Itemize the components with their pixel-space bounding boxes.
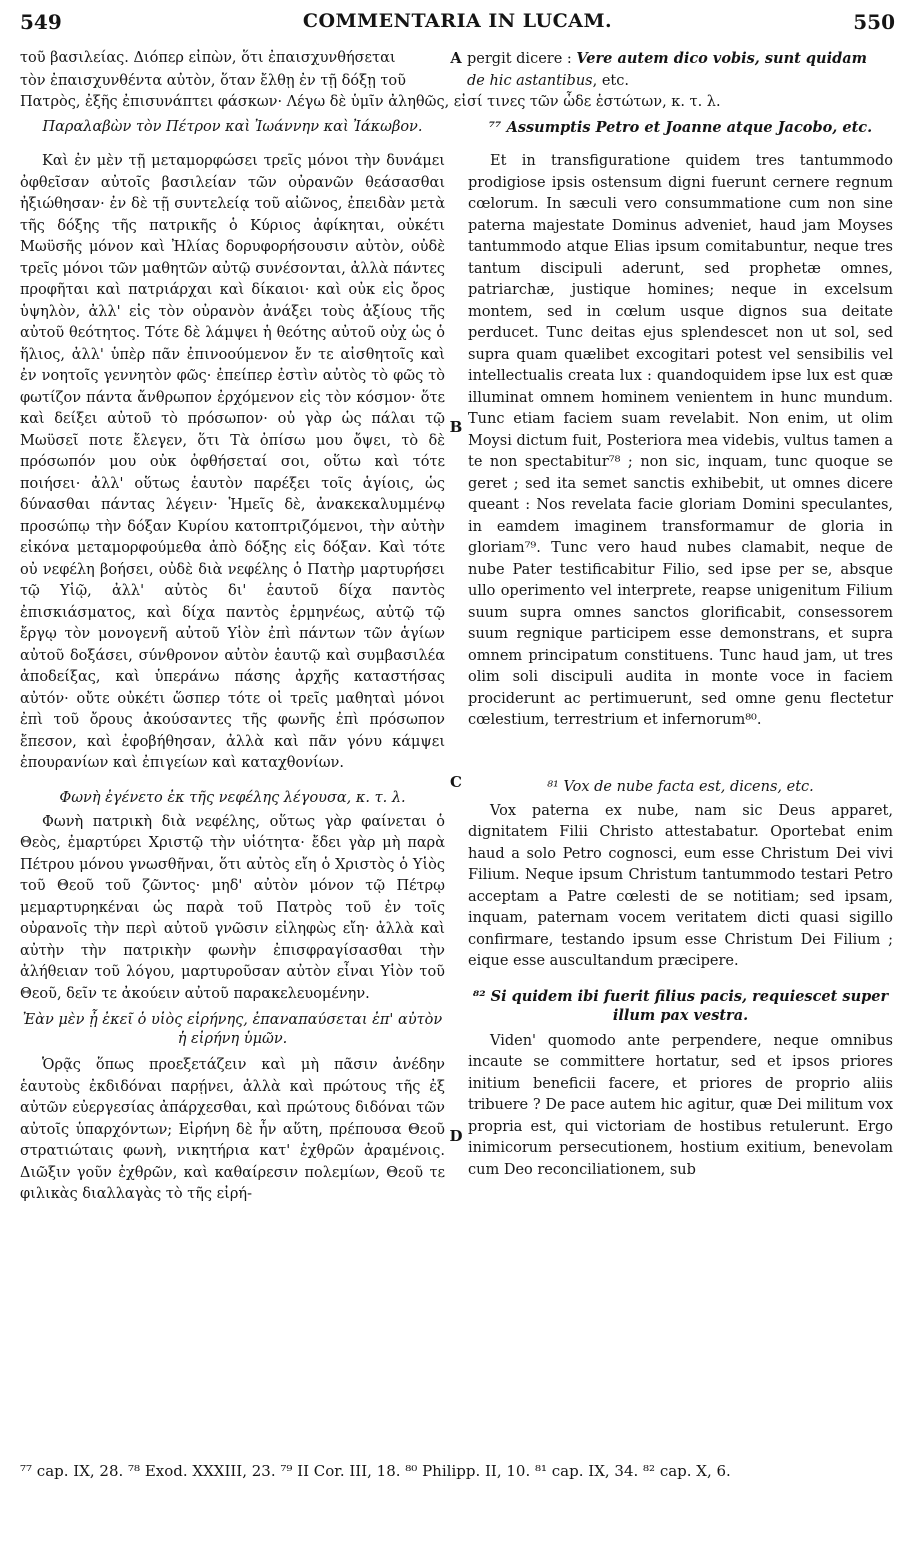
greek-paragraph-1: Καὶ ἐν μὲν τῇ μεταμορφώσει τρεῖς μόνοι τὴν δυνάμει ὀφθεῖσαν αὐτοῖς βασιλείαν τῶν οὐρανῶν θεάσασθαι ἠξιώθησαν· ἐν δὲ τῇ συντελείᾳ τοῦ αἰῶνος, ἐπειδὰν μετὰ τῆς δόξης τῆς πατρικῆς ὁ Κύριος ἀφίκηται, οὐκέτι Μωϋσῆς μόνον καὶ Ἠλίας δορυφορήσουσιν αὐτὸν, οὐδὲ τρεῖς μόνοι τῶν μαθητῶν αὐτῷ συνέσονται, ἀλλὰ πάντες προφῆται καὶ πατριάρχαι καὶ δίκαιοι· καὶ οὐκ εἰς ὄρος ὑψηλὸν, ἀλλ' εἰς τὸν οὐρανὸν ἀνάξει τοὺς ἀξίους τῆς αὐτοῦ θεότητος. Τότε δὲ λάμψει ἡ θεότης αὐτοῦ οὐχ ὡς ὁ ἥλιος, ἀλλ' ὑπὲρ πᾶν ἐπινοούμενον ἔν τε αἰσθητοῖς καὶ ἐν νοητοῖς γεννητὸν φῶς· ἐπείπερ ἐστὶν αὐτὸς τὸ φῶς τὸ φωτίζον πάντα ἄνθρωπον ἐρχόμενον εἰς τὸν κόσμον· ὅτε καὶ δείξει αὐτοῦ τὸ πρόσωπον· οὐ γὰρ ὡς πάλαι τῷ Μωϋσεῖ ποτε ἔλεγεν, ὅτι Τὰ ὀπίσω μου ὄψει, τὸ δὲ πρόσωπόν μου οὐκ ὀφθήσεταί σοι, οὕτω καὶ τότε ποιήσει· ἀλλ' οὕτως ἑαυτὸν παρέξει τοῖς ἁγίοις, ὡς δύνασθαι πάντας λέγειν· Ἡμεῖς δὲ, ἀνακεκαλυμμένῳ προσώπῳ τὴν δόξαν Κυρίου κατοπτριζόμενοι, τὴν αὐτὴν εἰκόνα μεταμορφούμεθα ἀπὸ δόξης εἰς δόξαν. Καὶ τότε οὐ νεφέλη βοήσει, οὐδὲ διὰ νεφέλης ὁ Πατὴρ μαρτυρήσει τῷ Υἱῷ, ἀλλ' αὐτὸς δι' ἑαυτοῦ δίχα παντὸς ἐπισκιάσματος, καὶ δίχα παντὸς ἑρμηνέως, αὐτῷ τῷ ἔργῳ τὸν μονογενῆ αὐτοῦ Υἱὸν ἐπὶ πάντων τῶν ἁγίων αὐτοῦ δοξάσει, σύνθρονον αὐτὸν ἑαυτῷ καὶ συμβασιλέα ἀποδείξας, καὶ ὑπεράνω πάσης ἀρχῆς καταστήσας αὐτόν· οὔτε οὐκέτι ὥσπερ τότε οἱ τρεῖς μαθηταὶ μόνοι ἐπὶ τοῦ ὄρους ἀκούσαντες τῆς φωνῆς ἐπὶ πρόσωπον ἔπεσον, καὶ ἐφοβήθησαν, ἀλλὰ καὶ πᾶν γόνυ κάμψει ἐπουρανίων καὶ ἐπιγείων καὶ καταχθονίων. [20, 153, 445, 771]
running-title: COMMENTARIA IN LUCAM. [302, 10, 613, 32]
margin-marker-d: D [449, 1127, 463, 1145]
latin-paragraph-2: Vox paterna ex nube, nam sic Deus apparet, dignitatem Filii Christo attestabatur. Oportebat enim haud a solo Petro cognosci, eum esse Christum Dei vivi Filium. Neque ipsum Christum tantummodo testari Petro acceptam a Patre cœlesti de se notitiam; sed ipsam, inquam, paternam vocem veritatem dicti quasi sigillo confirmare, testando ipsum esse Christum Dei Filium ; eique esse auscultandum præcipere. [468, 802, 893, 969]
intro-latin-2 [467, 73, 629, 89]
page-number-left: 549 [20, 10, 62, 34]
greek-paragraph-3: Ὁρᾷς ὅπως προεξετάζειν καὶ μὴ πᾶσιν ἀνέδην ἑαυτοὺς ἐκδιδόναι παρῄνει, ἀλλὰ καὶ πρώτους τῆς ἐξ αὐτῶν εὐεργεσίας ἀπάρχεσθαι, καὶ πρώτους διδόναι τῶν αὐτοῖς ὑπαρχόντων; Εἰρήνη δὲ ἦν αὕτη, πρέπουσα Θεοῦ στρατιώταις φωνὴ, νικητήρια κατ' ἐχθρῶν ἀραμένοις. Διῶξιν γοῦν ἐχθρῶν, καὶ καθαίρεσιν πολεμίων, Θεοῦ τε φιλικὰς διαλλαγὰς τὸ τῆς εἰρή- [20, 1057, 445, 1202]
greek-heading-3: Ἐὰν μὲν ᾖ ἐκεῖ ὁ υἱὸς εἰρήνης, ἐπαναπαύσεται ἐπ' αὐτὸν ἡ εἰρήνη ὑμῶν. [22, 1012, 443, 1047]
intro-latin-1 [467, 51, 867, 67]
page-number-right: 550 [853, 10, 895, 34]
margin-marker-a: A [450, 50, 462, 67]
spacer [468, 732, 893, 778]
greek-paragraph-2: Φωνὴ πατρικὴ διὰ νεφέλης, οὕτως γὰρ φαίνεται ὁ Θεὸς, ἐμαρτύρει Χριστῷ τὴν υἱότητα· ἔδει γὰρ μὴ παρὰ Πέτρου μόνου γνωσθῆναι, ὅτι αὐτὸς εἴη ὁ Χριστὸς ὁ Υἱὸς τοῦ Θεοῦ τοῦ ζῶντος· μηδ' αὐτὸν μόνον τῷ Πέτρῳ μεμαρτυρηκέναι ὡς παρὰ τοῦ Πατρὸς τοῦ ἐν τοῖς οὐρανοῖς τὴν περὶ αὐτοῦ γνῶσιν εἰληφὼς εἴη· ἀλλὰ καὶ αὐτὴν τὴν πατρικὴν φωνὴν ἐπισφραγίσασθαι τὴν ἀλήθειαν τοῦ λόγου, μαρτυροῦσαν αὐτὸν εἶναι Υἱὸν τοῦ Θεοῦ, δεῖν τε ἀκούειν αὐτοῦ παρακελευομένην. [20, 813, 445, 1002]
intro-latin-2-roman: , etc. [592, 72, 629, 89]
intro-latin-2-italic: de hic astantibus [467, 72, 593, 89]
latin-paragraph-1: Et in transfiguratione quidem tres tantummodo prodigiose ipsis ostensum digni fuerunt cernere regnum cœlorum. In sæculi vero consummatione cum non sine paterna majestate Dominus adveniet, haud jam Moyses tantummodo atque Elias ipsum comitabuntur, neque tres tantum discipuli aderunt, sed prophetæ omnes, patriarchæ, justique homines; neque in excelsum montem, sed in cœlum usque dignos sua deitate perducet. Tunc deitas ejus splendescet non ut sol, sed supra quam quælibet excogitari potest vel sensibilis vel intellectualis creata lux : quandoquidem ipse lux est quæ illuminat omnem hominem venientem in hunc mundum. Tunc etiam faciem suam revelabit. Non enim, ut olim Moysi dictum fuit, Posteriora mea videbis, vultus tamen a te non spectabitur⁷⁸ ; non sic, inquam, tunc quoque se geret ; sed ita semet sanctis exhibebit, ut omnes dicere queant : Nos revelata facie gloriam Domini speculantes, in eamdem imaginem transformamur de gloria in gloriam⁷⁹. Tunc vero haud nubes clamabit, neque de nube Pater testificabitur Filio, sed ipse per se, absque ullo operimento vel interprete, reapse unigenitum Filium suum supra omnes sanctos glorificabit, consessorem suum regnique participem esse demonstrans, et supra omnem principatum constituens. Tunc haud jam, ut tres olim soli discipuli audita in monte voce in faciem prociderunt ac pertimuerunt, sed omne genu flectetur cœlestium, terrestrium et infernorum⁸⁰. [468, 153, 893, 728]
latin-heading-2: ⁸¹ Vox de nube facta est, dicens, etc. [547, 778, 814, 795]
latin-column [468, 118, 893, 1181]
intro-greek-2: τὸν ἐπαισχυνθέντα αὐτὸν, ὅταν ἔλθῃ ἐν τῇ δόξῃ τοῦ [20, 72, 406, 89]
greek-column [20, 118, 445, 1206]
spacer [468, 973, 893, 987]
greek-heading-2: Φωνὴ ἐγένετο ἐκ τῆς νεφέλης λέγουσα, κ. τ. λ. [59, 789, 406, 806]
footnotes: ⁷⁷ cap. IX, 28. ⁷⁸ Exod. XXXIII, 23. ⁷⁹ II Cor. III, 18. ⁸⁰ Philipp. II, 10. ⁸¹ cap. IX, 34. ⁸² cap. X, 6. [20, 1462, 731, 1480]
margin-marker-b: B [449, 418, 463, 436]
intro-latin-1-roman: pergit dicere : [467, 51, 577, 67]
intro-block [20, 48, 895, 114]
page-header [20, 10, 895, 42]
intro-line-2 [20, 71, 895, 93]
intro-line-1 [20, 48, 895, 71]
latin-paragraph-3: Viden' quomodo ante perpendere, neque omnibus incaute se committere hortatur, sed et ipsos priores initium beneficii facere, et priores de proprio aliis tribuere ? De pace autem hic agitur, quæ Dei militum vox propria est, qui victoriam de hostibus retulerunt. Ergo inimicorum persecutionem, hostium exitium, benevolam cum Deo reconciliationem, sub [468, 1032, 893, 1178]
intro-line-3: Πατρὸς, ἐξῆς ἐπισυνάπτει φάσκων· Λέγω δὲ ὑμῖν ἀληθῶς, εἰσί τινες τῶν ὧδε ἑστώτων, κ. τ. λ. [20, 94, 721, 110]
greek-heading-1: Παραλαβὼν τὸν Πέτρον καὶ Ἰωάννην καὶ Ἰάκωβον. [42, 119, 423, 135]
latin-heading-1: ⁷⁷ Assumptis Petro et Joanne atque Jacobo, etc. [488, 119, 873, 136]
latin-heading-3: ⁸² Si quidem ibi fuerit filius pacis, requiescet super illum pax vestra. [472, 987, 889, 1024]
intro-greek-1: τοῦ βασιλείας. Διόπερ εἰπὼν, ὅτι ἐπαισχυνθήσεται [20, 50, 396, 66]
spacer [20, 775, 445, 789]
intro-latin-1-italic: Vere autem dico vobis, sunt quidam [576, 50, 867, 67]
margin-marker-c: C [450, 773, 462, 791]
